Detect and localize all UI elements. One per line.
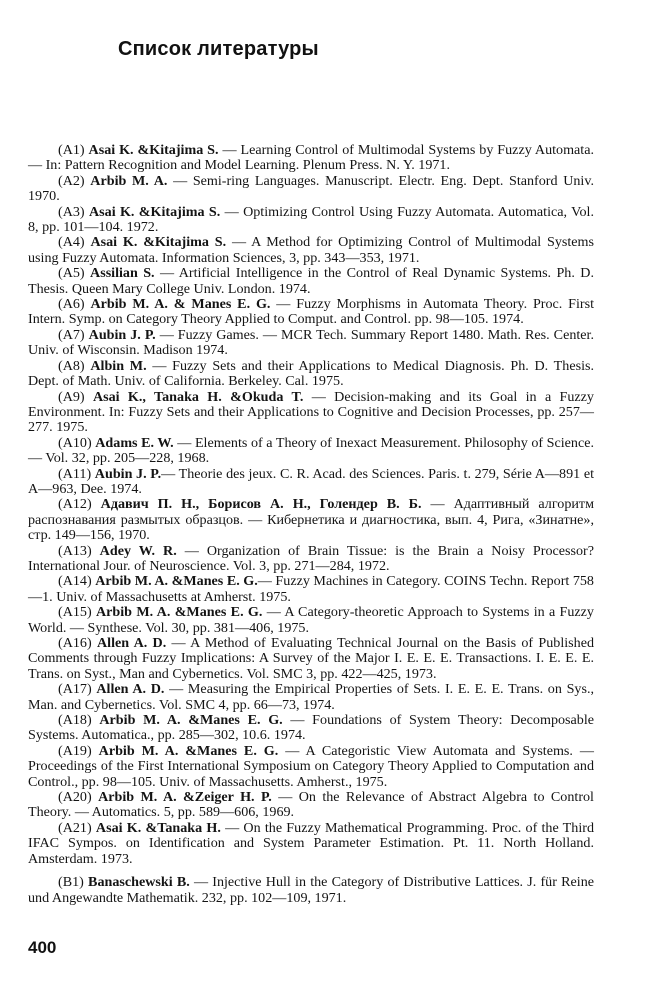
reference-text: — Foundations of System Theory: Decomposable Systems. Automatica., pp. 285—302, 10.6. 1974. — [28, 712, 594, 744]
reference-authors: Arbib M. A. &Manes E. G. — [95, 604, 263, 621]
reference-entry — [28, 497, 594, 543]
reference-key: (A16) — [58, 635, 92, 651]
reference-key: (A12) — [58, 496, 92, 513]
reference-authors: Allen A. D. — [96, 681, 165, 698]
reference-key: (A6) — [58, 296, 85, 313]
reference-entry — [28, 821, 594, 867]
reference-text: — Fuzzy Sets and their Applications to Medical Diagnosis. Ph. D. Thesis. Dept. of Math. Univ. of California. Berkeley. Cal. 1975. — [28, 357, 594, 390]
reference-authors: Albin M. — [90, 357, 147, 374]
reference-key: (A9) — [58, 388, 85, 405]
reference-entry — [28, 266, 594, 297]
reference-text: — Theorie des jeux. C. R. Acad. des Sciences. Paris. t. 279, Série A—891 et A—963, Dee. 1974. — [28, 465, 594, 497]
reference-authors: Banaschewski B. — [88, 874, 190, 891]
reference-entry — [28, 436, 594, 467]
reference-text: — A Categoristic View Automata and Systems. — Proceedings of the First International Symposium on Category Theory Applied to Computation and Control., pp. 98—105. Univ. of Massachusetts. Amherst., 1975. — [28, 742, 594, 790]
reference-authors: Asai K., Tanaka H. &Okuda T. — [92, 388, 304, 405]
reference-entry — [28, 328, 594, 359]
reference-key: (A2) — [58, 172, 85, 189]
reference-authors: Arbib M. A. &Manes E. G. — [98, 742, 279, 759]
reference-key: (A4) — [58, 234, 85, 251]
reference-entry — [28, 574, 594, 605]
reference-authors: Aubin J. P. — [94, 465, 162, 482]
page-heading: Список литературы — [118, 38, 319, 60]
reference-authors: Adams E. W. — [95, 434, 174, 451]
reference-text: — Injective Hull in the Category of Distributive Lattices. J. für Reine und Angewandte Mathematik. 232, pp. 102—109, 1971. — [28, 874, 594, 906]
reference-authors: Адавич П. Н., Борисов А. Н., Голендер В. Б. — [100, 496, 422, 513]
reference-entry — [28, 744, 594, 790]
reference-entry — [28, 790, 594, 821]
reference-entry — [28, 174, 594, 205]
reference-key: (A13) — [58, 542, 92, 559]
reference-authors: Asai K. &Tanaka H. — [95, 819, 221, 836]
reference-authors: Asai K. &Kitajima S. — [90, 234, 227, 251]
reference-key: (A3) — [58, 203, 85, 220]
reference-authors: Assilian S. — [90, 265, 155, 282]
reference-key: (A7) — [58, 326, 85, 343]
reference-entry — [28, 636, 594, 682]
reference-text: — Адаптивный алгоритм распознавания размытых образцов. — Кибернетика и диагностика, вып. 4, Рига, «Зинатне», стр. 149—156, 1970. — [28, 496, 594, 544]
reference-key: (A8) — [58, 357, 85, 374]
reference-authors: Asai K. &Kitajima S. — [88, 203, 221, 220]
reference-key: (A21) — [58, 819, 92, 836]
reference-text: — Decision-making and its Goal in a Fuzzy Environment. In: Fuzzy Sets and their Applications to Cognitive and Decision Processes, pp. 257—277. 1975. — [28, 388, 594, 436]
reference-entry — [28, 205, 594, 236]
reference-entry — [28, 143, 594, 174]
reference-text: — Fuzzy Morphisms in Automata Theory. Proc. First Intern. Symp. on Category Theory Applied to Comput. and Control. pp. 98—105. 1974. — [28, 296, 594, 328]
reference-authors: Asai K. &Kitajima S. — [88, 142, 219, 158]
reference-entry — [28, 713, 594, 744]
reference-key: (A15) — [58, 604, 92, 621]
reference-authors: Arbib M. A. &Manes E. G. — [99, 712, 283, 729]
reference-entry — [28, 605, 594, 636]
reference-key: (A5) — [58, 265, 85, 282]
reference-key: (B1) — [58, 874, 84, 891]
reference-text: — On the Fuzzy Mathematical Programming. Proc. of the Third IFAC Sympos. on Identification and System Parameter Estimation. Pt. 11. North Holland. Amsterdam. 1973. — [28, 819, 594, 867]
reference-key: (A17) — [58, 681, 92, 698]
reference-entry — [28, 297, 594, 328]
reference-text: — Artificial Intelligence in the Control of Real Dynamic Systems. Ph. D. Thesis. Queen Mary College Univ. London. 1974. — [28, 265, 594, 297]
reference-text: — On the Relevance of Abstract Algebra to Control Theory. — Automatics. 5, pp. 589—606, 1969. — [28, 789, 594, 821]
reference-entry — [28, 467, 594, 498]
reference-entry — [28, 359, 594, 390]
reference-key: (A20) — [58, 789, 92, 806]
reference-authors: Arbib M. A. & Manes E. G. — [90, 296, 271, 313]
reference-authors: Adey W. R. — [99, 542, 177, 559]
reference-authors: Allen A. D. — [96, 635, 167, 651]
reference-entry — [28, 682, 594, 713]
reference-key: (A11) — [58, 465, 92, 482]
reference-entry — [28, 544, 594, 575]
reference-entry — [28, 390, 594, 436]
reference-text: — Elements of a Theory of Inexact Measurement. Philosophy of Science. — Vol. 32, pp. 205—228, 1968. — [28, 434, 594, 467]
reference-text: — A Method of Evaluating Technical Journal on the Basis of Published Comments through Fuzzy Implications: A Survey of the Major I. E. E. E. Transactions. I. E. E. E. Trans. on Syst., Man and Cybernetics. Vol. SMC 3, pp. 422—425, 1973. — [28, 635, 594, 682]
reference-key: (A1) — [58, 142, 85, 158]
reference-authors: Aubin J. P. — [88, 326, 156, 343]
reference-text: — Measuring the Empirical Properties of Sets. I. E. E. E. Trans. on Sys., Man. and Cybernetics. Vol. SMC 4, pp. 66—73, 1974. — [28, 681, 594, 713]
reference-authors: Arbib M. A. &Zeiger H. P. — [98, 789, 272, 806]
reference-entry — [28, 875, 594, 906]
reference-text: — A Method for Optimizing Control of Multimodal Systems using Fuzzy Automata. Information Sciences, 3, pp. 343—353, 1971. — [28, 234, 594, 266]
reference-key: (A19) — [58, 742, 92, 759]
reference-text: — Fuzzy Games. — MCR Tech. Summary Report 1480. Math. Res. Center. Univ. of Wisconsin. Madison 1974. — [28, 326, 594, 359]
reference-entry — [28, 235, 594, 266]
reference-list — [28, 143, 594, 906]
reference-text: — Optimizing Control Using Fuzzy Automata. Automatica, Vol. 8, pp. 101—104. 1972. — [28, 203, 594, 236]
reference-key: (A10) — [58, 434, 92, 451]
reference-authors: Arbib M. A. &Manes E. G. — [95, 573, 258, 590]
reference-key: (A18) — [58, 712, 92, 729]
reference-text: — Semi-ring Languages. Manuscript. Electr. Eng. Dept. Stanford Univ. 1970. — [28, 172, 594, 205]
reference-text: — A Category-theoretic Approach to Systems in a Fuzzy World. — Synthese. Vol. 30, pp. 381—406, 1975. — [28, 604, 594, 636]
page-number: 400 — [28, 938, 57, 957]
reference-key: (A14) — [58, 573, 92, 590]
reference-text: — Learning Control of Multimodal Systems by Fuzzy Automata. — In: Pattern Recognition and Model Learning. Plenum Press. N. Y. 1971. — [28, 142, 594, 174]
reference-text: — Organization of Brain Tissue: is the Brain a Noisy Processor? International Jour. of Neuroscience. Vol. 3, pp. 271—284, 1972. — [28, 542, 594, 574]
reference-text: — Fuzzy Machines in Category. COINS Techn. Report 758—1. Univ. of Massachusetts at Amherst. 1975. — [28, 573, 594, 605]
reference-authors: Arbib M. A. — [90, 172, 168, 189]
